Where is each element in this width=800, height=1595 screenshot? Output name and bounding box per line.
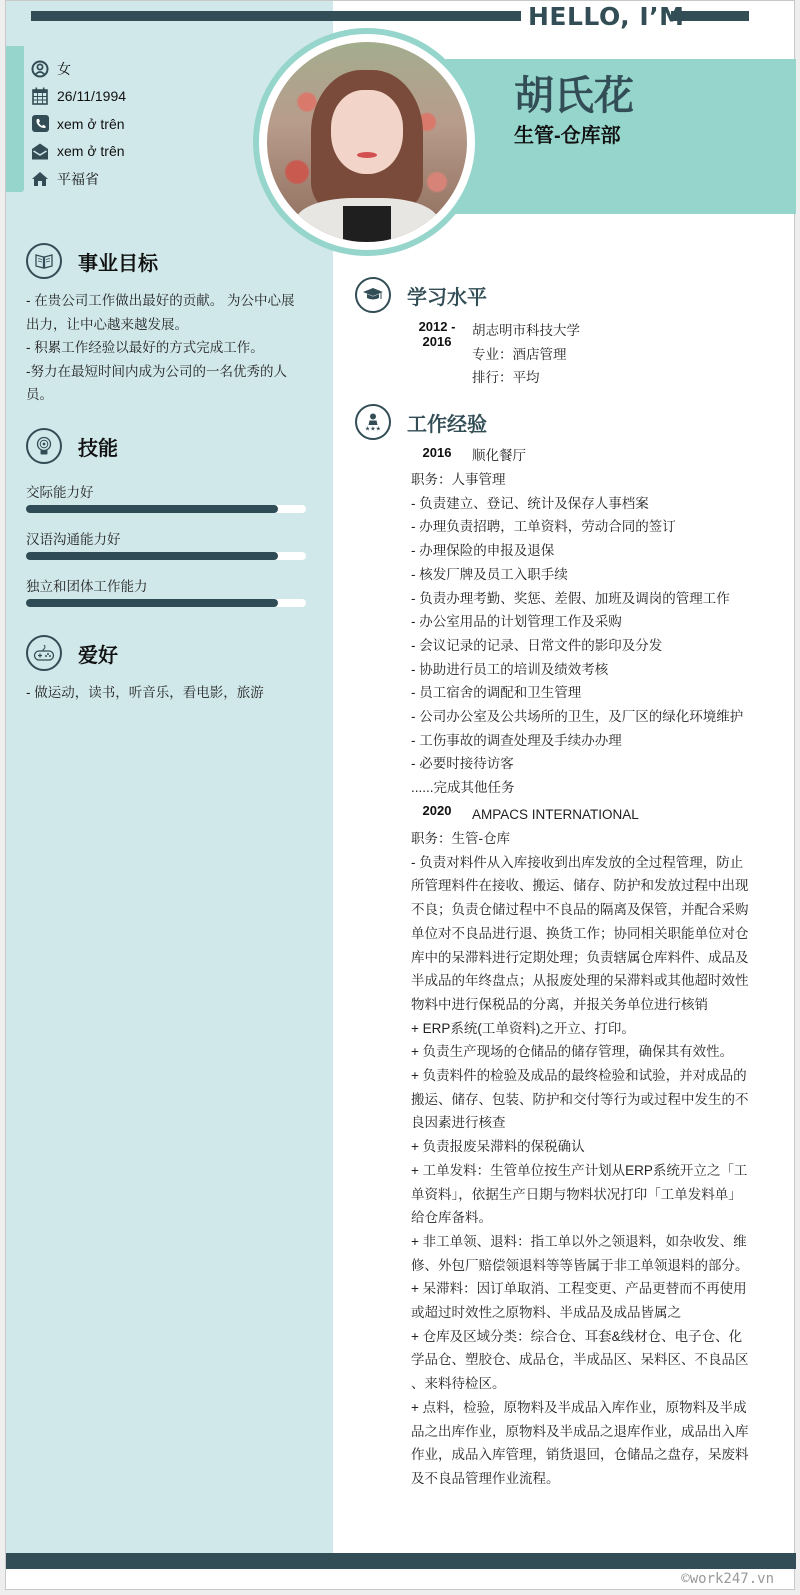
hello-heading: HELLO, I’M (528, 2, 685, 31)
phone-icon (31, 115, 49, 133)
contact-info (31, 55, 126, 193)
rank: 排行：平均 (472, 370, 540, 386)
objective-text: - 在贵公司工作做出最好的贡献。 为公中心展 出力，让中心越来越发展。 - 积累工作经验以最好的方式完成工作。 -努力在最短时间内成为公司的一名优秀的人 员。 (26, 293, 295, 402)
profile-photo-frame (253, 28, 481, 256)
resume-page (5, 0, 795, 1590)
header-rule-left (31, 11, 521, 21)
user-circle-icon (31, 60, 49, 78)
candidate-name: 胡氏花 (514, 74, 634, 118)
envelope-open-icon (31, 142, 49, 160)
job-year: 2016 (422, 445, 452, 460)
job-description: 职务：生管-仓库 - 负责对料件从入库接收到出库发放的全过程管理，防止 所管理料件在接收、搬运、储存、防护和发放过程中出现 不良；负责仓储过程中不良品的隔离及保管，并配合采购 单位对不良品进行退、换货工作；协同相关职能单位对仓 库中的呆滞料进行定期处理；负责辖属仓库料件、成品及 半成品的年终盘点；从报废处理的呆滞料或其他超时效性 物料中进行保税品的分离，并报关务单位进行核销 + ERP系统(工单资料)之开立、打印。 + 负责生产现场的仓储品的储存管理，确保其有效性。 + 负责料件的检验及成品的最终检验和试验，并对成品的 搬运、储存、包装、防护和交付等行为或过程中发生的不 良因素进行核查 + 负责报废呆滞料的保税确认 + 工单发料：生管单位按生产计划从ERP系统开立之「工 单资料」，依据生产日期与物料状况打印「工单发料单」 给仓库备料。 + 非工单领、退料：指工单以外之领退料，如杂收发、维 修、外包厂赔偿领退料等等皆属于非工单领退料的部分。 + 呆滞料：因订单取消、工程变更、产品更替而不再使用 或超过时效性之原物料、半成品及成品皆属之 + 仓库及区域分类：综合仓、耳套&线材仓、电子仓、化 学品仓、塑胶仓、成品仓，半成品区、呆料区、不良品区 、来料待检区。 + 点料，检验，原物料及半成品入库作业，原物料及半成 品之出库作业，原物料及半成品之退库作业，成品出入库 作业，成品入库管理，销货退回，仓储品之盘存，呆废料 及不良品管理作业流程。 (411, 831, 749, 1486)
graduation-cap-icon (355, 277, 391, 313)
job-year: 2020 (422, 803, 452, 818)
education-years: 2012 - 2016 (418, 319, 456, 349)
skill-bar (26, 505, 306, 513)
contact-gender: 女 (31, 55, 126, 83)
left-column (6, 1, 333, 1553)
section-experience-header: ★★★ 工作经验 (355, 404, 487, 440)
education-details (472, 319, 772, 390)
hobbies-text: - 做运动，读书，听音乐，看电影，旅游 (26, 685, 264, 700)
watermark: ©work247.vn (681, 1571, 774, 1587)
job-description: 职务：人事管理 - 负责建立、登记、统计及保存人事档案 - 办理负责招聘，工单资料，劳动合同的签订 - 办理保险的申报及退保 - 核发厂牌及员工入职手续 - 负责办理考勤、奖惩、差假、加班及调岗的管理工作 - 办公室用品的计划管理工作及采购 - 会议记录的记录、日常文件的影印及分发 - 协助进行员工的培训及绩效考核 - 员工宿舍的调配和卫生管理 - 公司办公室及公共场所的卫生，及厂区的绿化环境维护 - 工伤事故的调查处理及手续办办理 - 必要时接待访客 ......完成其他任务 (411, 472, 744, 796)
contact-birthday: 26/11/1994 (31, 83, 126, 111)
contact-email: xem ở trên (31, 138, 126, 166)
calendar-icon (31, 87, 49, 105)
candidate-title: 生管-仓库部 (514, 125, 621, 147)
book-icon (26, 243, 62, 279)
skill-item: 汉语沟通能力好 (26, 528, 306, 560)
skill-bar (26, 599, 306, 607)
section-hobbies-header: 爱好 (26, 635, 118, 671)
accent-strip (6, 46, 24, 192)
section-skills-header: 技能 (26, 428, 118, 464)
job-company: 顺化餐厅 (472, 448, 526, 463)
contact-phone: xem ở trên (31, 110, 126, 138)
home-icon (31, 170, 49, 188)
section-objective-header: 事业目标 (26, 243, 158, 279)
skill-item: 独立和团体工作能力 (26, 575, 306, 607)
employee-stars-icon (355, 404, 391, 440)
major: 专业：酒店管理 (472, 346, 567, 362)
lightbulb-brain-icon (26, 428, 62, 464)
job-company: AMPACS INTERNATIONAL (472, 807, 639, 822)
gamepad-icon (26, 635, 62, 671)
contact-address: 平福省 (31, 165, 126, 193)
svg-text:★★★: ★★★ (364, 425, 382, 432)
skill-item: 交际能力好 (26, 481, 306, 513)
section-education-header: 学习水平 (355, 277, 487, 313)
skill-bar (26, 552, 306, 560)
profile-photo (267, 42, 467, 242)
school-name: 胡志明市科技大学 (472, 323, 580, 338)
footer-bar (6, 1553, 796, 1569)
